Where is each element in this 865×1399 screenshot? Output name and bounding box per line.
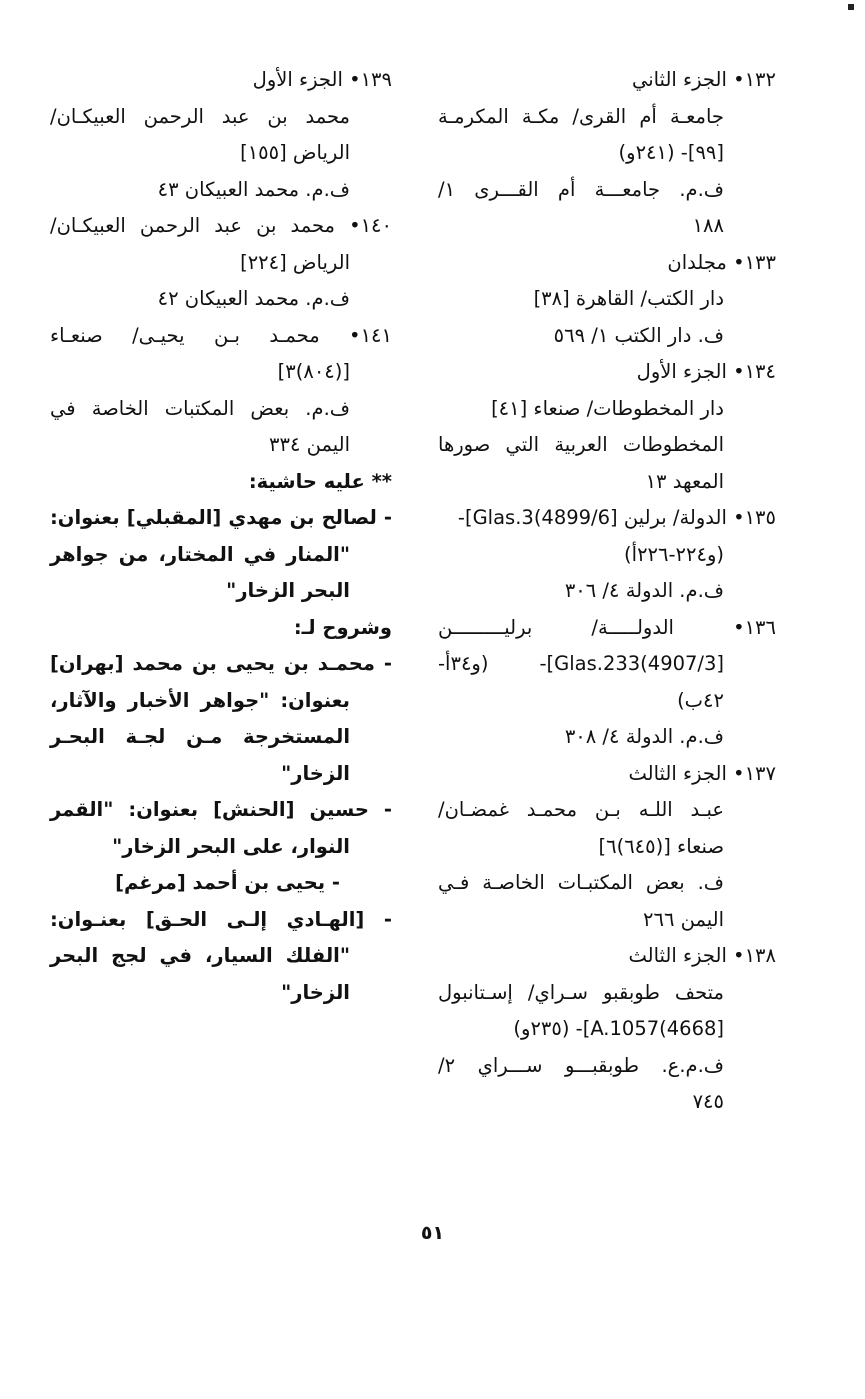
right-column-line: (و٢٢٤-٢٢٦أ) — [624, 542, 724, 566]
right-column-line: ف.م.ع. طوبقبـــو ســـراي ٢/ — [438, 1053, 724, 1077]
right-column-line: ف. دار الكتب ١/ ٥٦٩ — [553, 323, 724, 347]
left-column-line: ١٣٩• الجزء الأول — [252, 68, 392, 91]
left-column-line: ١٤٠• محمد بن عبد الرحمن العبيكـان/ — [50, 214, 392, 237]
left-column-line: [(٨٠٤)٣] — [277, 360, 350, 383]
page-number: ٥١ — [420, 1222, 445, 1244]
left-column-line: - حسين [الحنش] بعنوان: "القمر — [50, 798, 392, 821]
right-column-line: المعهد ١٣ — [645, 469, 724, 493]
right-column-line: ف.م. الدولة ٤/ ٣٠٦ — [564, 579, 724, 602]
left-column-line: "المنار في المختار، من جواهر — [50, 542, 350, 566]
right-column-line: جامعـة أم القرى/ مكـة المكرمـة — [438, 104, 724, 128]
left-column-line: المستخرجة مـن لجـة البحـر — [50, 725, 350, 748]
right-column-line: ١٣٧• الجزء الثالث — [628, 761, 776, 785]
right-column-line: اليمن ٢٦٦ — [643, 907, 724, 931]
right-column-line: ف. بعض المكتبـات الخاصـة فـي — [438, 871, 724, 894]
right-column-line: المخطوطات العربية التي صورها — [438, 433, 724, 456]
right-column-line: ١٣٦• الدولـــــة/ برليـــــــــن — [438, 615, 776, 639]
left-column-line: - لصالح بن مهدي [المقبلي] بعنوان: — [50, 506, 392, 529]
right-column-line: ١٣٣• مجلدان — [667, 250, 776, 274]
left-column-line: الزخار" — [281, 980, 350, 1004]
right-column-line: ١٣٨• الجزء الثالث — [628, 944, 776, 967]
left-column-line: اليمن ٣٣٤ — [269, 433, 350, 456]
left-column-line: الرياض [٢٢٤] — [240, 250, 350, 274]
left-column-line: النوار، على البحر الزخار" — [112, 834, 350, 858]
left-column-line: ** عليه حاشية: — [248, 469, 392, 493]
right-column-line: متحف طوبقبو سـراي/ إسـتانبول — [438, 980, 724, 1004]
right-column-line: ف.م. الدولة ٤/ ٣٠٨ — [564, 725, 724, 748]
right-column-line: ١٨٨ — [692, 214, 724, 237]
left-column-line: - [الهـادي إلـى الحـق] بعنـوان: — [50, 907, 392, 931]
left-column-line: - يحيى بن أحمد [مرغم] — [115, 871, 340, 894]
right-column — [438, 62, 776, 1121]
scan-speck — [848, 4, 854, 10]
right-column-line: دار الكتب/ القاهرة [٣٨] — [533, 287, 724, 310]
left-column-line: ف.م. بعض المكتبات الخاصة في — [50, 396, 350, 420]
right-column-line: ف.م. جامعـــة أم القـــرى ١/ — [438, 177, 724, 201]
right-column-line: ١٣٥• الدولة/ برلين [4899/6)Glas.3]- — [457, 506, 776, 529]
right-column-line: ٧٤٥ — [692, 1090, 724, 1113]
left-column-line: الرياض [١٥٥] — [240, 141, 350, 164]
right-column-line: [4668)A.1057]- (٢٣٥و) — [513, 1017, 724, 1040]
left-column-line: - محمـد بن يحيى بن محمد [بهران] — [50, 652, 392, 675]
right-column-line: دار المخطوطات/ صنعاء [٤١] — [491, 396, 724, 420]
left-column-line: ١٤١• محمـد بـن يحيـى/ صنعـاء — [50, 323, 392, 347]
right-column-line: ١٣٢• الجزء الثاني — [631, 68, 776, 91]
left-column-line: بعنوان: "جواهر الأخبار والآثار، — [50, 688, 350, 712]
left-column-line: محمد بن عبد الرحمن العبيكـان/ — [50, 104, 350, 128]
right-column-line: ١٣٤• الجزء الأول — [636, 360, 776, 383]
right-column-line: [4907/3)Glas.233]- (و٣٤أ- — [438, 652, 724, 675]
left-column — [50, 62, 392, 1011]
right-column-line: صنعاء [(٦٤٥)٦] — [598, 834, 724, 858]
right-column-line: [٩٩]- (٢٤١و) — [618, 141, 724, 164]
right-column-line: عبـد اللـه بـن محمـد غمضـان/ — [438, 798, 724, 821]
left-column-line: ف.م. محمد العبيكان ٤٢ — [157, 287, 350, 310]
right-column-line: ٤٢ب) — [677, 688, 724, 712]
left-column-line: وشروح لـ: — [293, 615, 392, 639]
left-column-line: الزخار" — [281, 761, 350, 785]
left-column-line: "الفلك السيار، في لجج البحر — [50, 944, 350, 967]
left-column-line: البحر الزخار" — [226, 579, 350, 602]
left-column-line: ف.م. محمد العبيكان ٤٣ — [157, 177, 350, 201]
